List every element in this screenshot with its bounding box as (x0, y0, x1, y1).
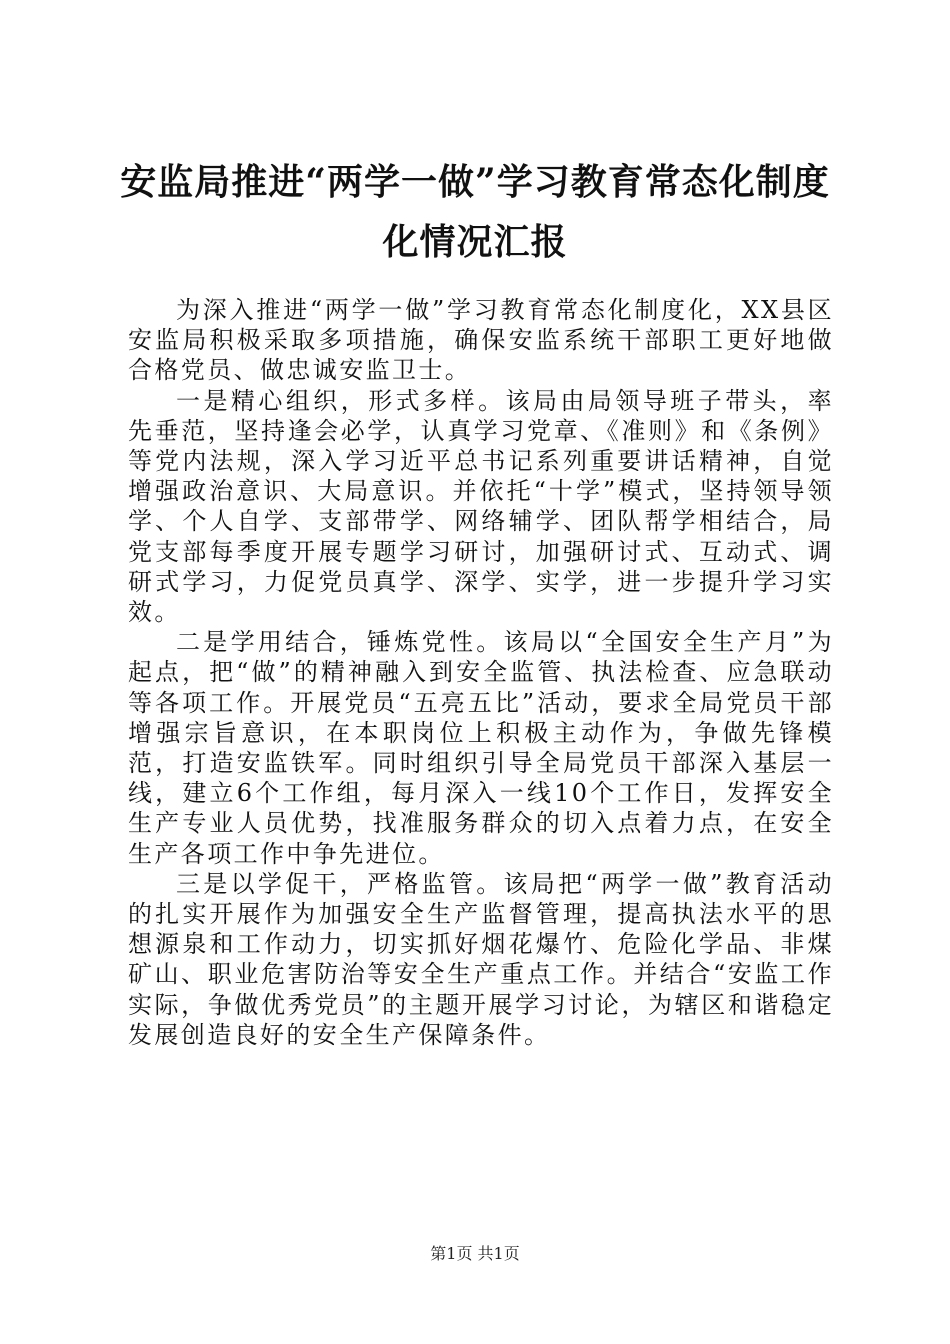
paragraph-first-point: 一是精心组织，形式多样。该局由局领导班子带头，率先垂范，坚持逢会必学，认真学习党章、《准则》和《条例》等党内法规，深入学习近平总书记系列重要讲话精神，自觉增强政治意识、大局意识。并依托“十学”模式，坚持领导领学、个人自学、支部带学、网络辅学、团队帮学相结合，局党支部每季度开展专题学习研讨，加强研讨式、互动式、调研式学习，力促党员真学、深学、实学，进一步提升学习实效。 (128, 386, 834, 627)
paragraph-third-point: 三是以学促干，严格监管。该局把“两学一做”教育活动的扎实开展作为加强安全生产监督管理，提高执法水平的思想源泉和工作动力，切实抓好烟花爆竹、危险化学品、非煤矿山、职业危害防治等安全生产重点工作。并结合“安监工作实际，争做优秀党员”的主题开展学习讨论，为辖区和谐稳定发展创造良好的安全生产保障条件。 (128, 869, 834, 1049)
document-title: 安监局推进“两学一做”学习教育常态化制度化情况汇报 (120, 161, 830, 263)
document-body (128, 295, 834, 1050)
paragraph-intro: 为深入推进“两学一做”学习教育常态化制度化，XX县区安监局积极采取多项措施，确保安监系统干部职工更好地做合格党员、做忠诚安监卫士。 (128, 296, 834, 385)
paragraph-second-point: 二是学用结合，锤炼党性。该局以“全国安全生产月”为起点，把“做”的精神融入到安全监管、执法检查、应急联动等各项工作。开展党员“五亮五比”活动，要求全局党员干部增强宗旨意识，在本职岗位上积极主动作为，争做先锋模范，打造安监铁军。同时组织引导全局党员干部深入基层一线，建立6个工作组，每月深入一线10个工作日，发挥安全生产专业人员优势，找准服务群众的切入点着力点，在安全生产各项工作中争先进位。 (128, 628, 834, 868)
page-footer: 第1页 共1页 (430, 1244, 520, 1263)
